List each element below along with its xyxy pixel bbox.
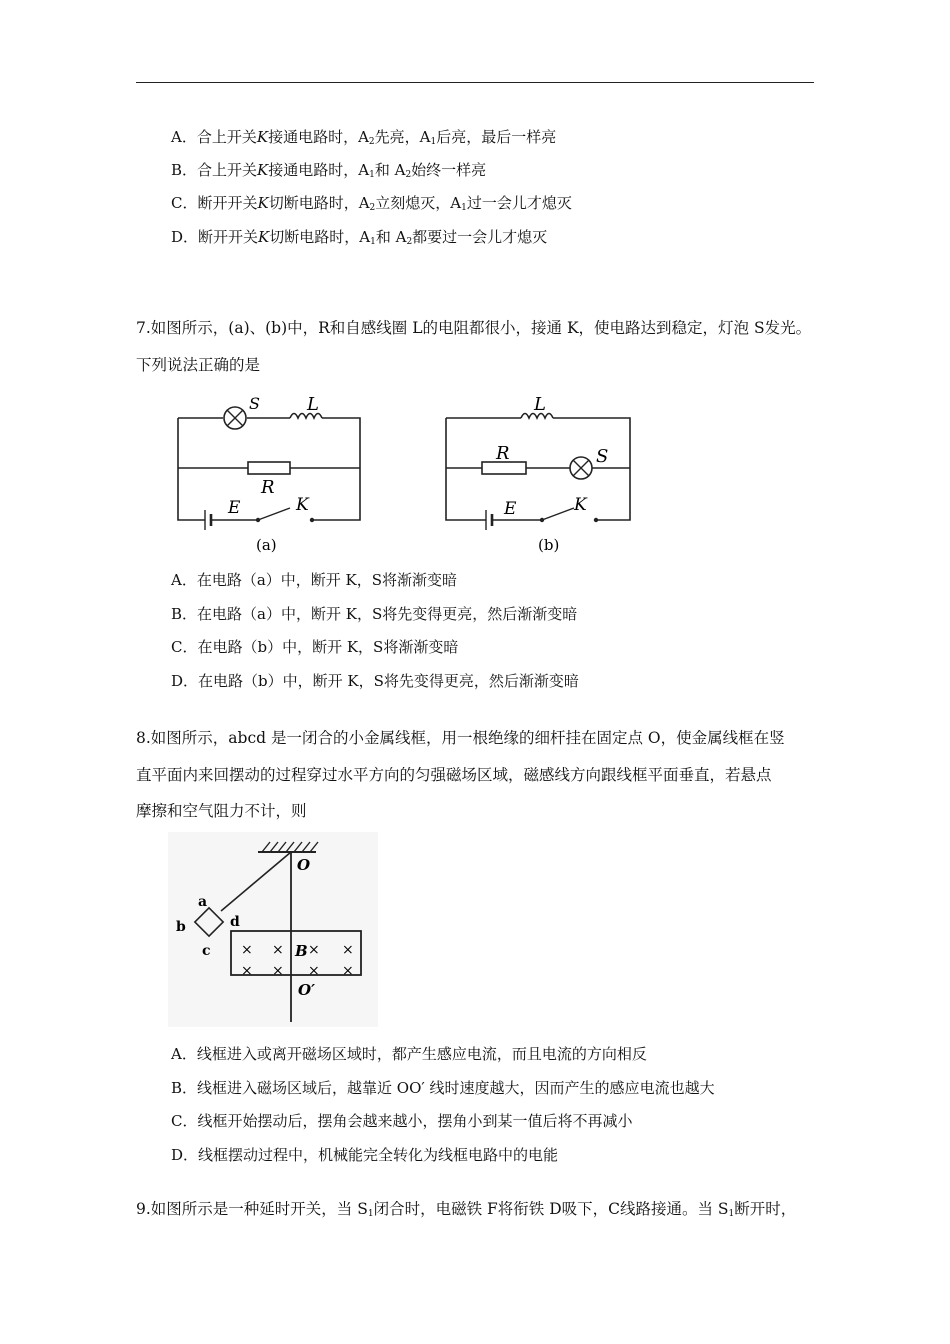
pendulum-figure <box>168 832 378 1027</box>
q8-option-a: A．线框进入或离开磁场区域时，都产生感应电流，而且电流的方向相反 <box>171 1045 647 1063</box>
caption-b: (b) <box>538 536 560 554</box>
q8-option-b: B．线框进入磁场区域后，越靠近 OO′ 线时速度越大，因而产生的感应电流也越大 <box>171 1079 715 1097</box>
header-rule <box>136 82 814 83</box>
label-S: S <box>596 446 609 467</box>
q7-option-c: C．在电路（b）中，断开 K，S将渐渐变暗 <box>171 638 459 656</box>
q6-option-b: B．合上开关K接通电路时，$A_1$和 $A_2$始终一样亮 <box>171 161 487 180</box>
q8-stem-line2: 直平面内来回摆动的过程穿过水平方向的匀强磁场区域，磁感线方向跟线框平面垂直，若悬点 <box>136 766 772 784</box>
circuit-figure-b <box>438 390 638 560</box>
label-R: R <box>261 477 275 498</box>
label-B: B <box>295 942 308 960</box>
q6-option-a: A．合上开关K接通电路时，$A_2$先亮，$A_1$后亮，最后一样亮 <box>171 128 557 147</box>
label-c: c <box>202 943 211 959</box>
cross-mark: × <box>308 942 320 958</box>
q7-option-a: A．在电路（a）中，断开 K，S将渐渐变暗 <box>171 571 458 589</box>
q8-stem-line1: 8.如图所示，abcd 是一闭合的小金属线框，用一根绝缘的细杆挂在固定点 O，使金属线框在竖 <box>136 729 785 747</box>
label-R: R <box>496 443 510 464</box>
cross-mark: × <box>342 963 354 979</box>
label-O-prime: O′ <box>298 981 316 999</box>
cross-mark: × <box>241 942 253 958</box>
q9-stem-line1: 9.如图所示是一种延时开关，当 $S_1$闭合时，电磁铁 F将衔铁 D吸下，C线路接通。当 $S_1$断开时， <box>136 1200 797 1219</box>
q6-option-d: D．断开开关K切断电路时，$A_1$和 $A_2$都要过一会儿才熄灭 <box>171 228 548 247</box>
caption-a: (a) <box>256 536 277 554</box>
q6-option-c: C．断开开关K切断电路时，$A_2$立刻熄灭，$A_1$过一会儿才熄灭 <box>171 194 572 213</box>
label-d: d <box>230 914 240 930</box>
cross-mark: × <box>342 942 354 958</box>
cross-mark: × <box>272 942 284 958</box>
label-b: b <box>176 919 186 935</box>
q7-stem-line1: 7.如图所示，(a)、(b)中，R和自感线圈 L的电阻都很小，接通 K，使电路达到稳定，灯泡 S发光。 <box>136 319 812 337</box>
label-a: a <box>198 894 208 910</box>
label-L: L <box>307 394 319 415</box>
label-K: K <box>574 495 587 515</box>
q8-stem-line3: 摩擦和空气阻力不计，则 <box>136 802 307 820</box>
label-S: S <box>249 394 260 413</box>
q7-stem-line2: 下列说法正确的是 <box>136 356 261 374</box>
label-K: K <box>296 495 309 515</box>
q8-option-d: D．线框摆动过程中，机械能完全转化为线框电路中的电能 <box>171 1146 559 1164</box>
label-E: E <box>228 498 241 518</box>
cross-mark: × <box>308 963 320 979</box>
q7-option-b: B．在电路（a）中，断开 K，S将先变得更亮，然后渐渐变暗 <box>171 605 578 623</box>
cross-mark: × <box>241 963 253 979</box>
label-L: L <box>534 394 546 415</box>
q7-option-d: D．在电路（b）中，断开 K，S将先变得更亮，然后渐渐变暗 <box>171 672 579 690</box>
cross-mark: × <box>272 963 284 979</box>
circuit-figure-a <box>170 390 370 560</box>
q8-option-c: C．线框开始摆动后，摆角会越来越小，摆角小到某一值后将不再减小 <box>171 1112 633 1130</box>
label-E: E <box>504 499 517 519</box>
label-O: O <box>297 856 311 874</box>
